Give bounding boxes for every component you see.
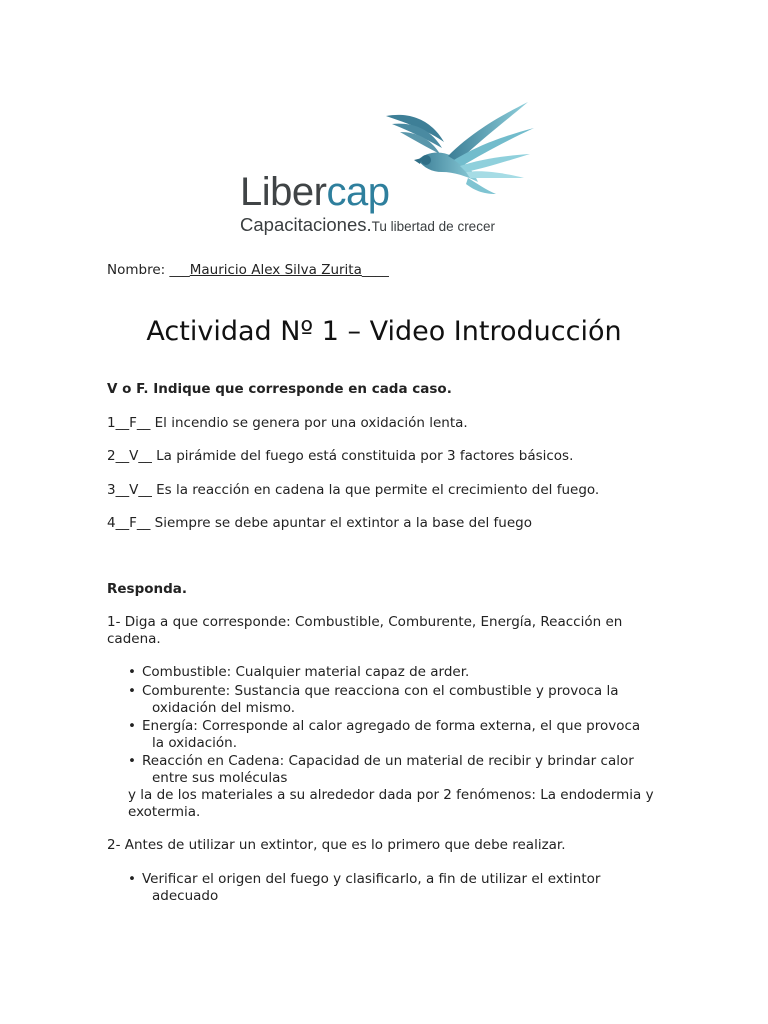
bullet-icon: • [128, 753, 136, 769]
bird-icon [378, 98, 538, 198]
bullet-icon: • [128, 664, 136, 680]
name-label: Nombre: ___ [107, 262, 190, 278]
answer-bullet: • Reacción en Cadena: Capacidad de un material de recibir y brindar calor entre sus moléculas [128, 753, 634, 786]
answer-bullet: • Combustible: Cualquier material capaz de arder. [128, 664, 470, 680]
answer-bullet: • Energía: Corresponde al calor agregado de forma externa, el que provoca la oxidación. [128, 718, 641, 751]
tf-item-2: 2__V__ La pirámide del fuego está constituida por 3 factores básicos. [107, 448, 574, 464]
name-suffix: ____ [361, 262, 389, 278]
section2-heading: Responda. [107, 581, 188, 597]
tf-item-3: 3__V__ Es la reacción en cadena la que permite el crecimiento del fuego. [107, 482, 600, 498]
bullet-icon: • [128, 871, 136, 887]
answer-bullet: • Comburente: Sustancia que reacciona con el combustible y provoca la oxidación del mismo. [128, 683, 619, 716]
answer-bullet: • Verificar el origen del fuego y clasificarlo, a fin de utilizar el extintor adecuado [128, 871, 601, 904]
name-value: Mauricio Alex Silva Zurita [189, 262, 362, 278]
logo-subtitle: Capacitaciones.Tu libertad de crecer [240, 214, 495, 235]
name-line [107, 262, 389, 279]
tf-item-4: 4__F__ Siempre se debe apuntar el extintor a la base del fuego [107, 515, 532, 531]
section1-heading: V o F. Indique que corresponde en cada caso. [107, 381, 452, 397]
tf-item-1: 1__F__ El incendio se genera por una oxidación lenta. [107, 415, 468, 431]
logo-tagline: Tu libertad de crecer [371, 219, 495, 234]
answer-tail: y la de los materiales a su alrededor dada por 2 fenómenos: La endodermia y exotermia. [128, 787, 654, 820]
question-2: 2- Antes de utilizar un extintor, que es lo primero que debe realizar. [107, 837, 566, 853]
bullet-icon: • [128, 718, 136, 734]
libercap-logo [238, 98, 538, 238]
question-1: 1- Diga a que corresponde: Combustible, Comburente, Energía, Reacción en cadena. [107, 614, 623, 647]
logo-wordmark: Libercap [240, 170, 390, 214]
page-title: Actividad Nº 1 – Video Introducción [146, 316, 622, 347]
bullet-icon: • [128, 683, 136, 699]
